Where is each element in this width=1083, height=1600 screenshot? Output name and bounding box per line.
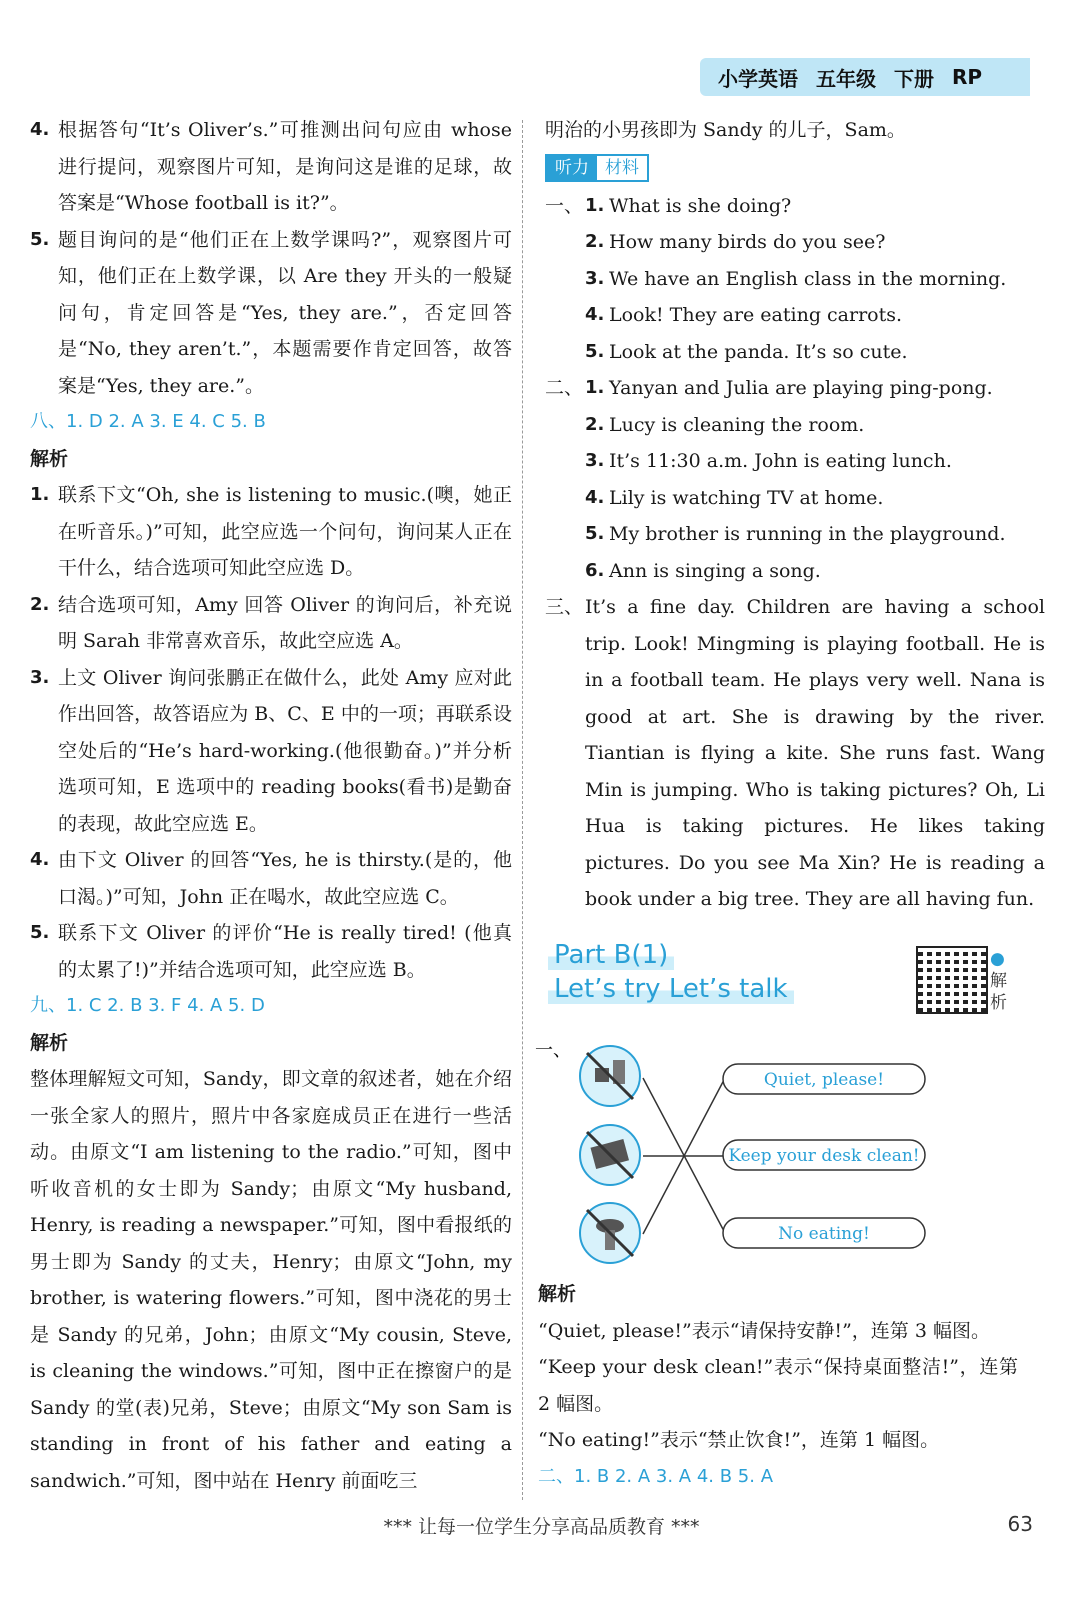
explanation-item: 2. 结合选项可知，Amy 回答 Oliver 的询问后，补充说明 Sarah 非常喜欢音乐，故此空应选 A。 [30, 593, 512, 652]
edition-label: RP [952, 65, 983, 89]
qr-code-icon[interactable] [916, 946, 988, 1014]
list-item: 5. My brother is running in the playground. [585, 523, 1006, 545]
list-item: 1. What is she doing? [585, 194, 792, 217]
analysis-line: “Quiet, please!”表示“请保持安静!”，连第 3 幅图。 [538, 1319, 990, 1342]
sign-no-eating: No eating! [778, 1224, 870, 1244]
answer-key-8: 八、1. D 2. A 3. E 4. C 5. B [30, 411, 266, 432]
right-bottom-analysis [538, 1276, 1018, 1495]
continuation-text: 明治的小男孩即为 Sandy 的儿子，Sam。 [545, 119, 906, 141]
part-title: Part B(1) [548, 940, 674, 970]
quiet-icon [580, 1203, 640, 1263]
left-column [30, 112, 512, 1499]
volume-label: 下册 [894, 66, 934, 91]
explanation-item: 5. 题目询问的是“他们正在上数学课吗?”，观察图片可知，他们正在上数学课，以 Are they 开头的一般疑问句，肯定回答是“Yes, they are.”，否定回答是“No, they aren’t.”，本题需要作肯定回答，故答案是“Yes, they are.”。 [30, 228, 512, 397]
explanation-item: 4. 根据答句“It’s Oliver’s.”可推测出问句应由 whose 进行提问，观察图片可知，是询问这是谁的足球，故答案是“Whose football is it?”。 [30, 119, 512, 214]
figure-section-mark: 一、 [535, 1040, 571, 1061]
analysis-line: “No eating!”表示“禁止饮食!”，连第 1 幅图。 [538, 1429, 940, 1451]
list-item: 2. How many birds do you see? [585, 231, 886, 253]
column-divider [522, 120, 523, 1500]
analysis-line: “Keep your desk clean!”表示“保持桌面整洁!”，连第 2 幅图。 [538, 1356, 1018, 1415]
no-messy-desk-icon [580, 1125, 640, 1185]
listening-section-2: 二、 1. Yanyan and Julia are playing ping-pong. 2. Lucy is cleaning the room. 3. It’s 11:30 a.m. John is eating lunch. 4. Lily is watching TV at home. 5. My brother is running in the playground. 6. Ann is singing a song. [545, 370, 1045, 589]
part-heading [548, 940, 794, 1008]
sign-desk: Keep your desk clean! [728, 1146, 920, 1166]
right-column [545, 112, 1045, 918]
footer-slogan: *** 让每一位学生分享高品质教育 *** [383, 1516, 700, 1538]
list-item: 3. We have an English class in the morning. [585, 267, 1007, 290]
listening-section-3: 三、 It’s a fine day. Children are having a school trip. Look! Mingming is playing football. He is in a football team. He plays very well. Nana is good at art. She is drawing by the river. Tiantian is flying a kite. She runs fast. Wang Min is jumping. Who is taking pictures? Oh, Li Hua is taking pictures. He likes taking pictures. Do you see Ma Xin? He is reading a book under a big tree. They are all having fun. [545, 596, 1045, 910]
analysis-heading: 解析 [538, 1283, 577, 1305]
grade-label: 五年级 [816, 66, 876, 91]
list-item: 4. Look! They are eating carrots. [585, 304, 903, 326]
listening-section-1: 一、 1. What is she doing? 2. How many birds do you see? 3. We have an English class in the morning. 4. Look! They are eating carrots. 5. Look at the panda. It’s so cute. [545, 188, 1045, 371]
no-eating-icon [580, 1046, 640, 1106]
explanation-item: 5. 联系下文 Oliver 的评价“He is really tired! (他真的太累了!)”并结合选项可知，此空应选 B。 [30, 922, 512, 981]
answer-key-9: 九、1. C 2. B 3. F 4. A 5. D [30, 995, 265, 1016]
page-number: 63 [1007, 1512, 1033, 1536]
explanation-item: 1. 联系下文“Oh, she is listening to music.(噢，她正在听音乐。)”可知，此空应选一个问句，询问某人正在干什么，结合选项可知此空应选 D。 [30, 484, 512, 579]
analysis-heading: 解析 [30, 447, 69, 470]
sign-quiet: Quiet, please! [763, 1070, 885, 1090]
analysis-heading: 解析 [30, 1031, 69, 1054]
list-item: 3. It’s 11:30 a.m. John is eating lunch. [585, 450, 952, 472]
analysis-paragraph: 整体理解短文可知，Sandy，即文章的叙述者，她在介绍一张全家人的照片，照片中各家庭成员正在进行一些活动。由原文“I am listening to the radio.”可知，图中听收音机的女士即为 Sandy；由原文“My husband, Henry, is reading a newspaper.”可知，图中看报纸的男士即为 Sandy 的丈夫，Henry；由原文“John, my brother, is watering flowers.”可知，图中浇花的男士是 Sandy 的兄弟，John；由原文“My cousin, Steve, is cleaning the windows.”可知，图中正在擦窗户的是 Sandy 的堂(表)兄弟，Steve；由原文“My son Sam is standing in front of his father and eating a sandwich.”可知，图中站在 Henry 前面吃三 [30, 1068, 512, 1492]
matching-figure [535, 1038, 965, 1273]
qr-label: ●解析 [990, 949, 1007, 1013]
explanation-item: 4. 由下文 Oliver 的回答“Yes, he is thirsty.(是的，他口渴。)”可知，John 正在喝水，故此空应选 C。 [30, 849, 512, 908]
part-subtitle: Let’s try Let’s talk [548, 974, 794, 1004]
listening-material-label: 听力 材料 [545, 154, 649, 182]
list-item: 2. Lucy is cleaning the room. [585, 413, 865, 436]
list-item: 5. Look at the panda. It’s so cute. [585, 340, 908, 363]
explanation-item: 3. 上文 Oliver 询问张鹏正在做什么，此处 Amy 应对此作出回答，故答语应为 B、C、E 中的一项；再联系设空处后的“He’s hard-working.(他很勤奋。)”并分析选项可知，E 选项中的 reading books(看书)是勤奋的表现，故此空应选 E。 [30, 666, 512, 835]
answer-key-2: 二、1. B 2. A 3. A 4. B 5. A [538, 1465, 774, 1487]
list-item: 6. Ann is singing a song. [585, 559, 821, 582]
header-tag [700, 58, 1030, 96]
list-item: 4. Lily is watching TV at home. [585, 486, 884, 509]
list-item: 1. Yanyan and Julia are playing ping-pong. [585, 377, 993, 399]
subject-label: 小学英语 [718, 66, 798, 91]
